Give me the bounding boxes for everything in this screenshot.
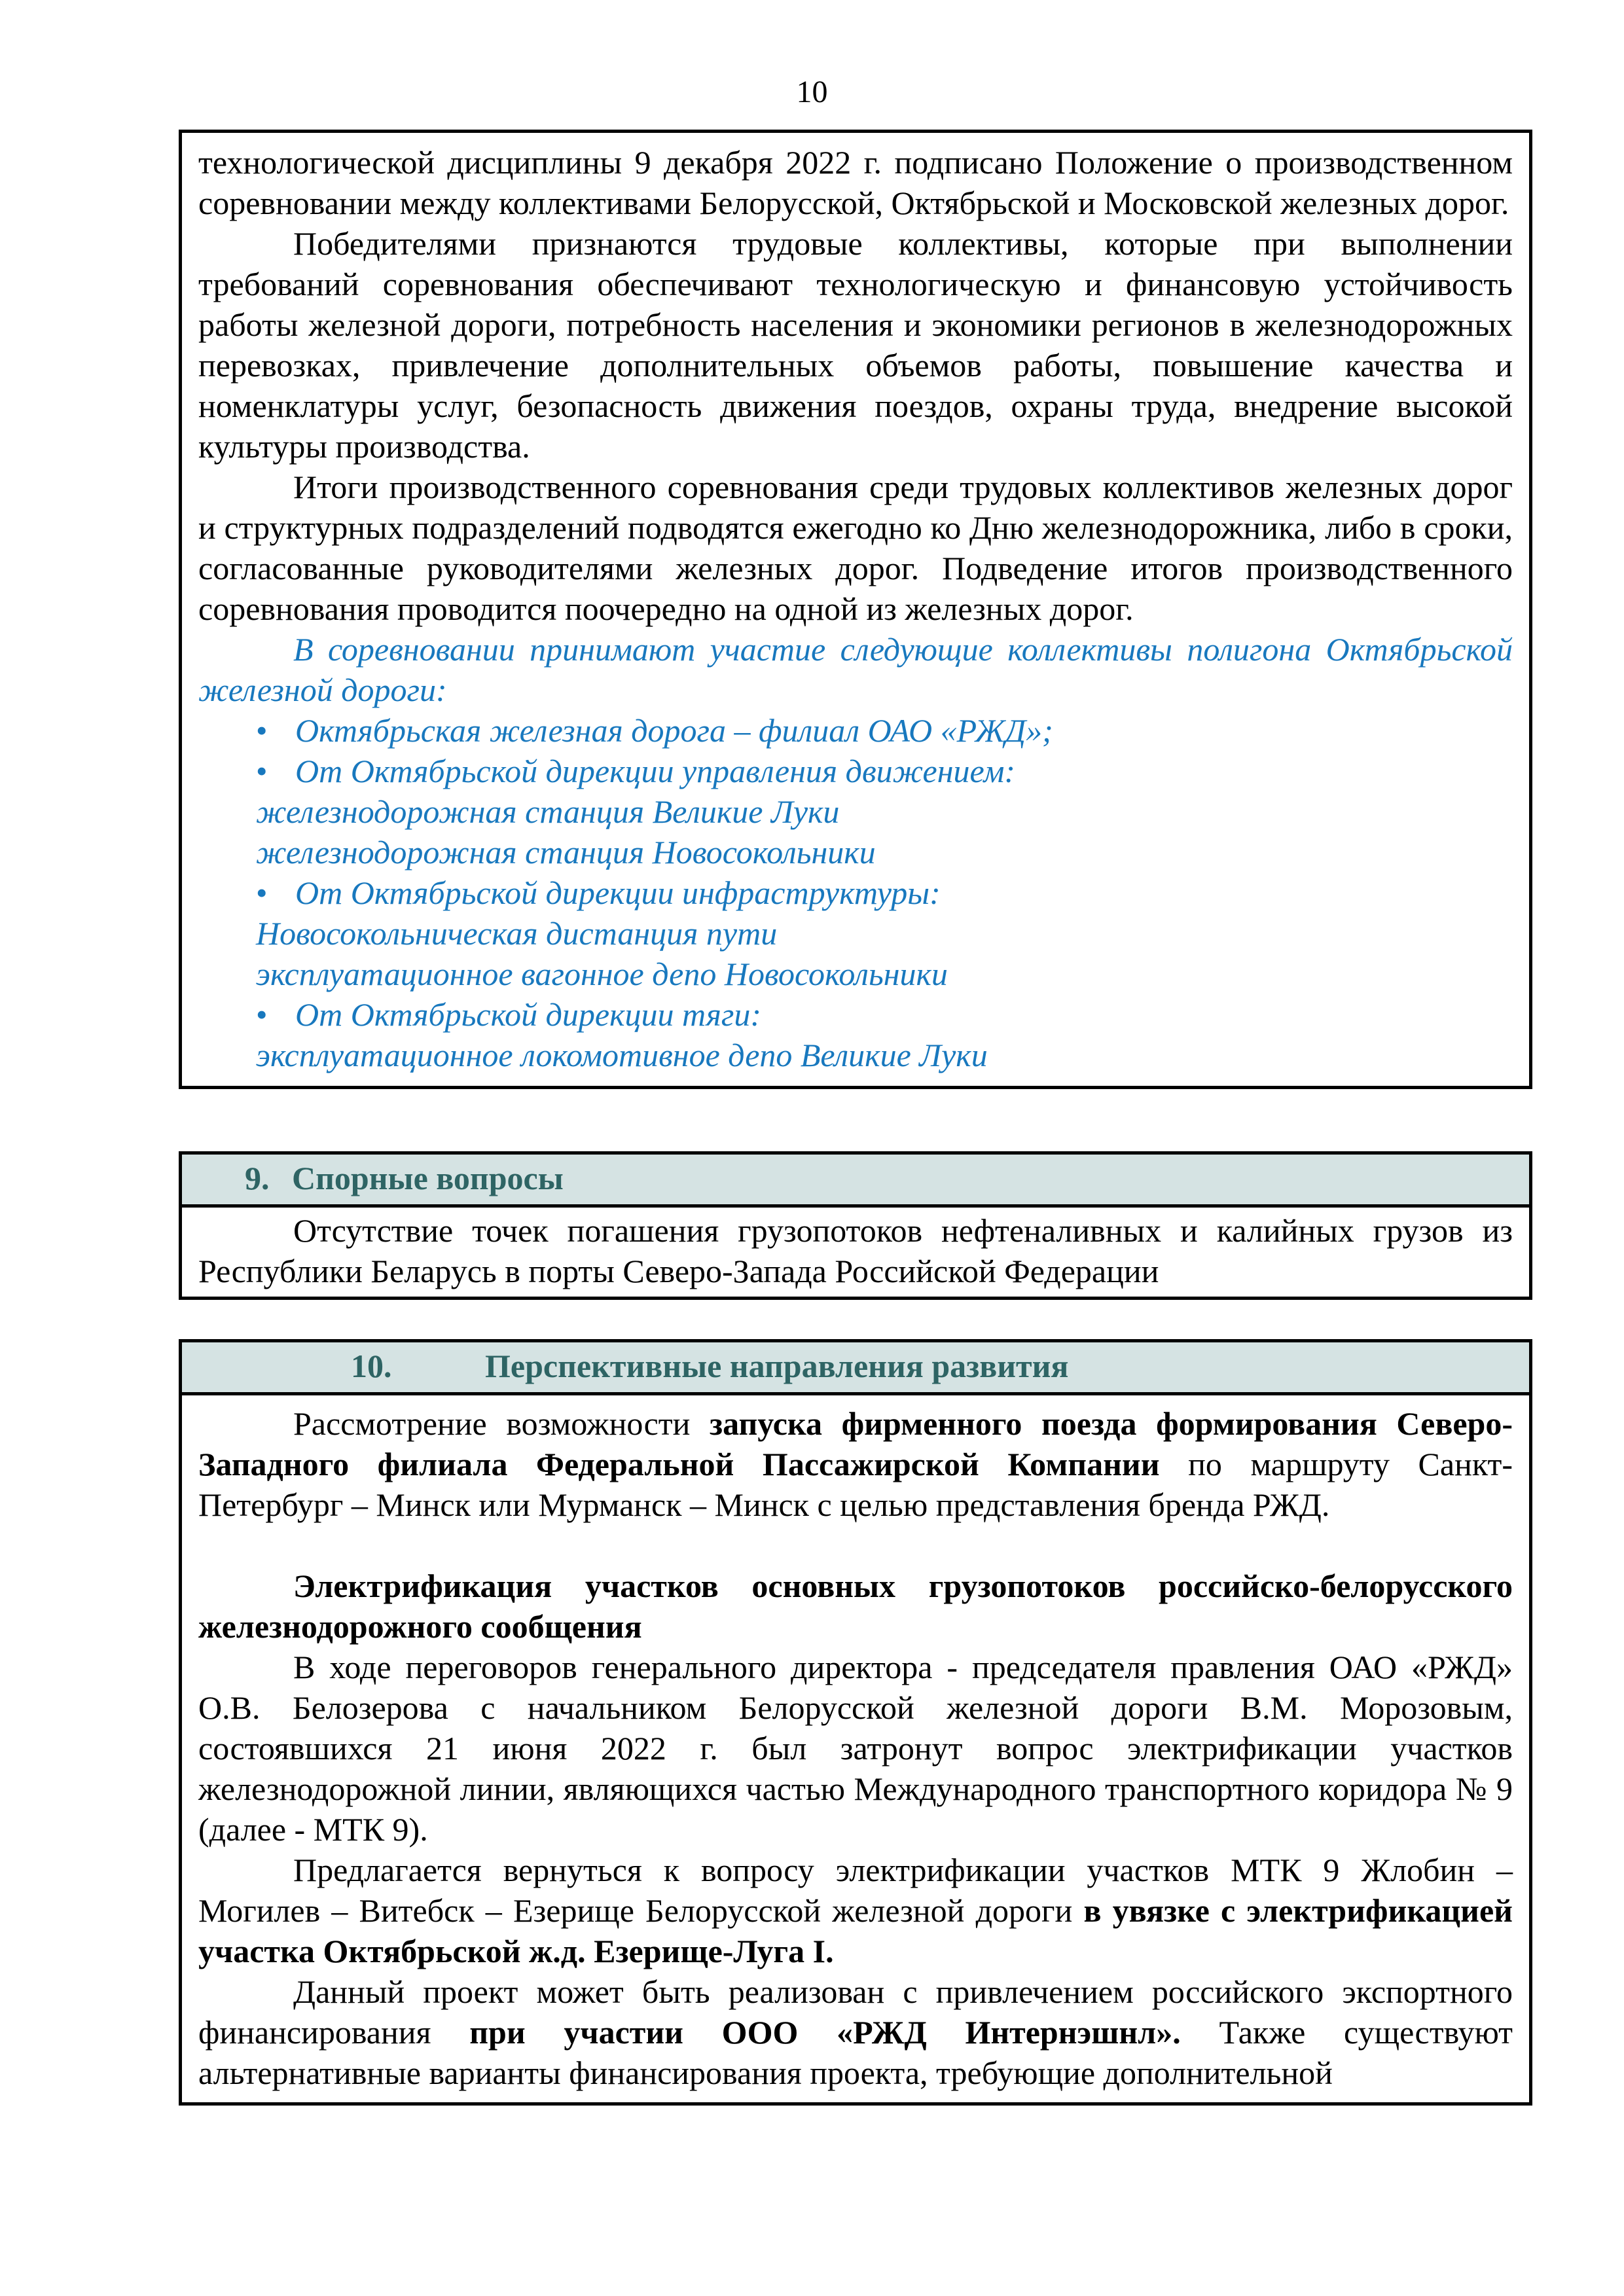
paragraph bbox=[198, 1403, 1513, 1525]
paragraph bbox=[198, 1971, 1513, 2093]
text-run: запуска фирменного поезда формирования Северо-Западного филиала Федеральной Пассажирской Компании bbox=[198, 1405, 1513, 1482]
paragraph bbox=[198, 791, 1513, 832]
paragraph bbox=[198, 1850, 1513, 1971]
bullet-icon: • bbox=[256, 874, 268, 911]
paragraph bbox=[198, 872, 1513, 913]
text-run: железнодорожная станция Новосокольники bbox=[256, 834, 876, 870]
text-run: Победителями признаются трудовые коллективы, которые при выполнении требований соревнования обеспечивают технологическую и финансовую устойчивость работы железной дороги, потребность населения и экономики регионов в железнодорожных перевозках, привлечение дополнительных объемов работы, повышение качества и номенклатуры услуг, безопасность движения поездов, охраны труда, внедрение высокой культуры производства. bbox=[198, 225, 1513, 465]
text-run: Новосокольническая дистанция пути bbox=[256, 915, 778, 952]
text-run: технологической дисциплины 9 декабря 2022 г. подписано Положение о производственном соревновании между коллективами Белорусской, Октябрьской и Московской железных дорог. bbox=[198, 144, 1513, 221]
paragraph bbox=[198, 751, 1513, 791]
text-run: Также существуют альтернативные варианты финансирования проекта, требующие дополнительной bbox=[198, 2014, 1513, 2091]
text-run: В соревновании принимают участие следующие коллективы полигона Октябрьской железной дороги: bbox=[198, 631, 1513, 708]
text-run: Данный проект может быть реализован с привлечением российского экспортного финансирования bbox=[198, 1973, 1513, 2051]
text-run: при участии ООО «РЖД Интернэшнл». bbox=[469, 2014, 1181, 2051]
bullet-icon: • bbox=[256, 996, 268, 1033]
paragraph bbox=[198, 954, 1513, 994]
paragraph bbox=[198, 994, 1513, 1035]
text-run: Октябрьская железная дорога – филиал ОАО «РЖД»; bbox=[295, 712, 1053, 749]
section-9-table bbox=[179, 1151, 1532, 1300]
text-run: железнодорожная станция Великие Луки bbox=[256, 793, 840, 830]
content-box-competition bbox=[179, 130, 1532, 1089]
text-run: От Октябрьской дирекции тяги: bbox=[295, 996, 762, 1033]
section-10-title: Перспективные направления развития bbox=[485, 1348, 1069, 1384]
paragraph bbox=[198, 1647, 1513, 1850]
text-run: эксплуатационное вагонное депо Новосокольники bbox=[256, 956, 948, 992]
paragraph bbox=[198, 913, 1513, 954]
text-run: Предлагается вернуться к вопросу электрификации участков МТК 9 Жлобин – Могилев – Витебск – Езерище Белорусской железной дороги bbox=[198, 1852, 1513, 1929]
paragraph bbox=[198, 142, 1513, 223]
paragraph bbox=[198, 223, 1513, 467]
section-10-body bbox=[182, 1395, 1529, 2102]
bullet-icon: • bbox=[256, 753, 268, 789]
section-9-body bbox=[182, 1208, 1529, 1297]
paragraph bbox=[198, 1566, 1513, 1647]
text-run: эксплуатационное локомотивное депо Великие Луки bbox=[256, 1037, 988, 1073]
section-9-number: 9. bbox=[245, 1160, 270, 1196]
bullet-icon: • bbox=[256, 712, 268, 749]
page-content bbox=[179, 130, 1532, 2106]
blank-line bbox=[198, 1525, 1513, 1566]
text-run: От Октябрьской дирекции инфраструктуры: bbox=[295, 874, 941, 911]
section-10-header bbox=[182, 1342, 1529, 1395]
text-run: Электрификация участков основных грузопотоков российско-белорусского железнодорожного сообщения bbox=[198, 1568, 1513, 1645]
section-10-number: 10. bbox=[351, 1348, 392, 1384]
text-run: В ходе переговоров генерального директора - председателя правления ОАО «РЖД» О.В. Белозерова с начальником Белорусской железной дороги В.М. Морозовым, состоявшихся 21 июня 2022 г. был затронут вопрос электрификации участков железнодорожной линии, являющихся частью Международного транспортного коридора № 9 (далее - МТК 9). bbox=[198, 1649, 1513, 1848]
paragraph bbox=[198, 1035, 1513, 1075]
text-run: в увязке с электрификацией участка Октябрьской ж.д. Езерище-Луга I. bbox=[198, 1892, 1513, 1969]
text-run: Рассмотрение возможности bbox=[293, 1405, 710, 1442]
text-run: Отсутствие точек погашения грузопотоков нефтеналивных и калийных грузов из Республики Беларусь в порты Северо-Запада Российской Федерации bbox=[198, 1212, 1513, 1289]
section-9-header bbox=[182, 1155, 1529, 1208]
text-run: Итоги производственного соревнования среди трудовых коллективов железных дорог и структурных подразделений подводятся ежегодно ко Дню железнодорожника, либо в сроки, согласованные руководителями железных дорог. Подведение итогов производственного соревнования проводится поочередно на одной из железных дорог. bbox=[198, 469, 1513, 627]
text-run: по маршруту Санкт-Петербург – Минск или Мурманск – Минск с целью представления бренда РЖД. bbox=[198, 1446, 1513, 1523]
page-number: 10 bbox=[796, 75, 828, 109]
paragraph bbox=[198, 1210, 1513, 1291]
section-10-table bbox=[179, 1339, 1532, 2106]
paragraph bbox=[198, 467, 1513, 629]
paragraph bbox=[198, 629, 1513, 710]
paragraph bbox=[198, 832, 1513, 872]
section-9-title: Спорные вопросы bbox=[292, 1160, 564, 1196]
paragraph bbox=[198, 710, 1513, 751]
text-run: От Октябрьской дирекции управления движением: bbox=[295, 753, 1015, 789]
